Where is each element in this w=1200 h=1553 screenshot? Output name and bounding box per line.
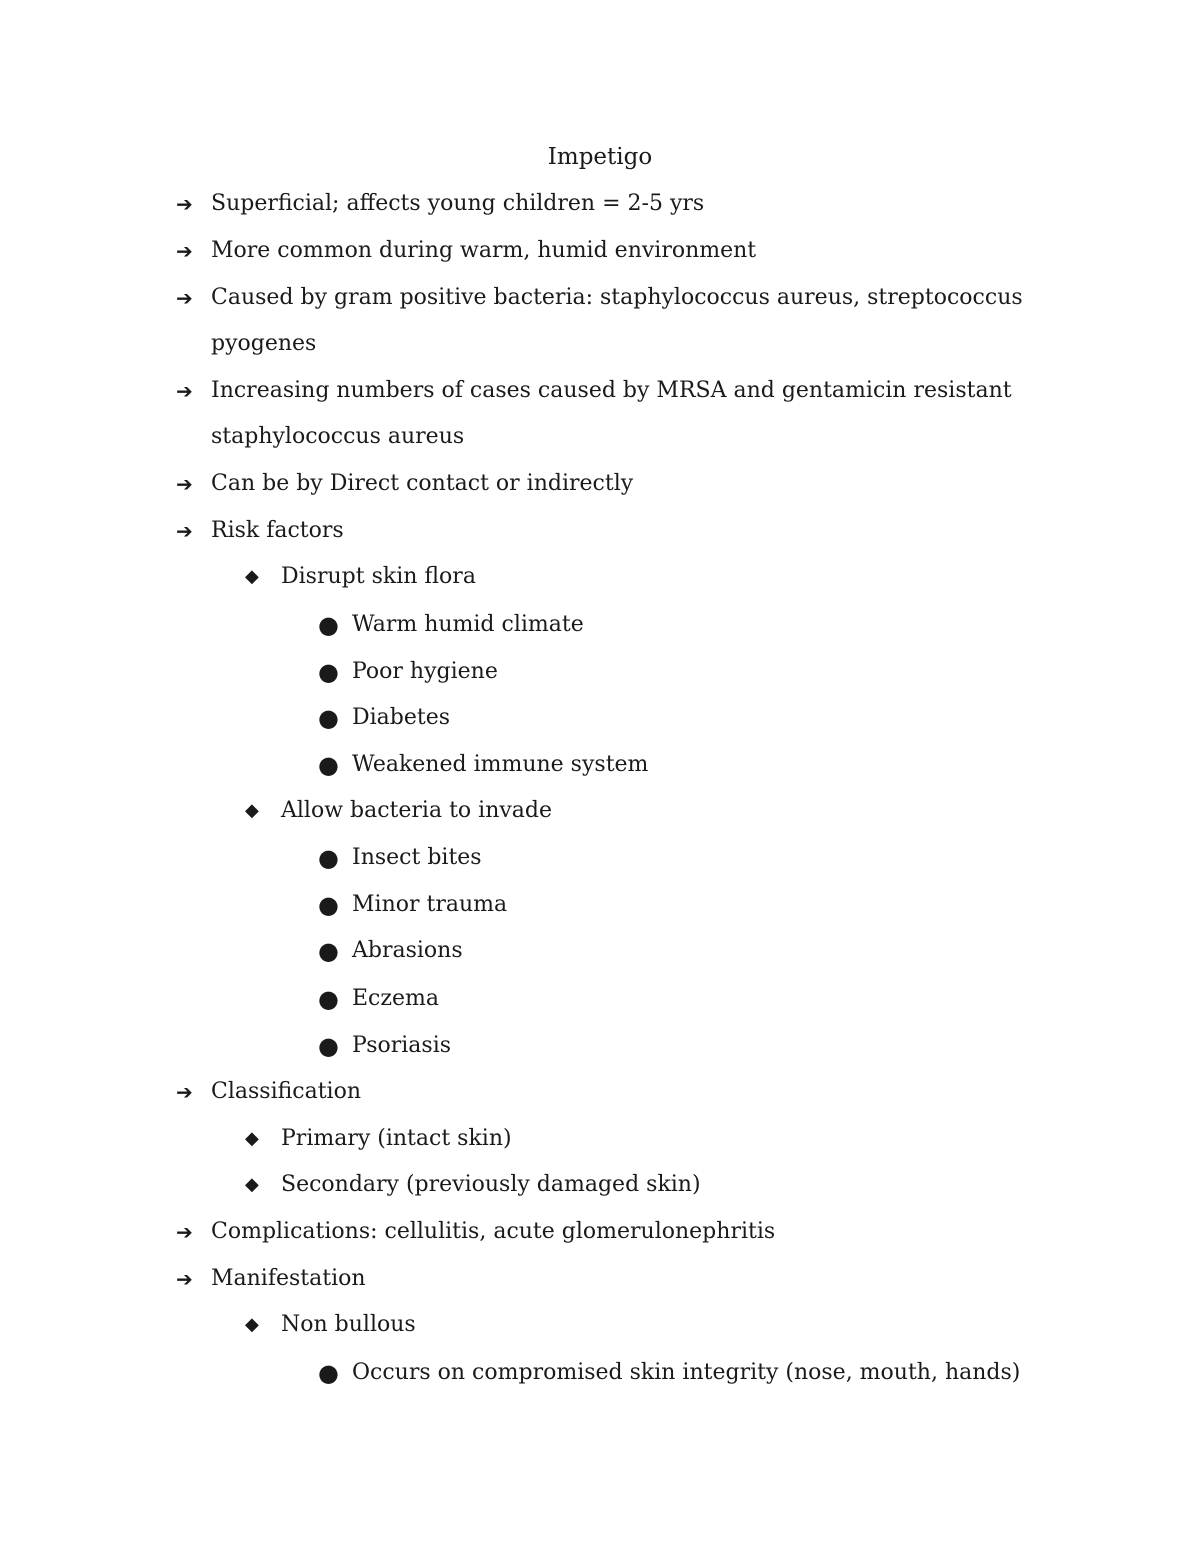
sub-sub-list-item: Abrasions	[352, 938, 463, 963]
list-item-continuation: pyogenes	[211, 331, 317, 356]
sub-sub-list-item: Occurs on compromised skin integrity (nose, mouth, hands)	[352, 1360, 1021, 1385]
sub-list-item: Non bullous	[281, 1312, 416, 1337]
sub-sub-list-item: Weakened immune system	[352, 752, 649, 777]
sub-sub-list-item: Warm humid climate	[352, 612, 584, 637]
diamond-bullet-icon: ◆	[245, 566, 259, 587]
sub-sub-list-item: Minor trauma	[352, 892, 508, 917]
list-item: Can be by Direct contact or indirectly	[211, 471, 634, 496]
document-title: Impetigo	[547, 144, 653, 170]
dot-bullet-icon: ●	[318, 891, 339, 919]
arrow-bullet-icon: ➔	[176, 472, 193, 496]
list-item: Complications: cellulitis, acute glomerulonephritis	[211, 1219, 776, 1244]
diamond-bullet-icon: ◆	[245, 1174, 259, 1195]
diamond-bullet-icon: ◆	[245, 1128, 259, 1149]
dot-bullet-icon: ●	[318, 704, 339, 732]
arrow-bullet-icon: ➔	[176, 1080, 193, 1104]
arrow-bullet-icon: ➔	[176, 1267, 193, 1291]
sub-list-item: Allow bacteria to invade	[281, 798, 553, 823]
arrow-bullet-icon: ➔	[176, 519, 193, 543]
sub-sub-list-item: Psoriasis	[352, 1033, 452, 1058]
sub-list-item: Secondary (previously damaged skin)	[281, 1172, 701, 1197]
sub-sub-list-item: Diabetes	[352, 705, 451, 730]
dot-bullet-icon: ●	[318, 1359, 339, 1387]
dot-bullet-icon: ●	[318, 1032, 339, 1060]
list-item: Classification	[211, 1079, 362, 1104]
dot-bullet-icon: ●	[318, 611, 339, 639]
list-item: Caused by gram positive bacteria: staphylococcus aureus, streptococcus	[211, 285, 1023, 310]
dot-bullet-icon: ●	[318, 985, 339, 1013]
list-item: Superficial; affects young children = 2-5 yrs	[211, 191, 705, 216]
list-item: Risk factors	[211, 518, 344, 543]
list-item: Increasing numbers of cases caused by MRSA and gentamicin resistant	[211, 378, 1012, 403]
diamond-bullet-icon: ◆	[245, 1314, 259, 1335]
arrow-bullet-icon: ➔	[176, 239, 193, 263]
arrow-bullet-icon: ➔	[176, 192, 193, 216]
sub-list-item: Disrupt skin flora	[281, 564, 476, 589]
dot-bullet-icon: ●	[318, 751, 339, 779]
sub-list-item: Primary (intact skin)	[281, 1126, 512, 1151]
dot-bullet-icon: ●	[318, 844, 339, 872]
sub-sub-list-item: Eczema	[352, 986, 439, 1011]
sub-sub-list-item: Insect bites	[352, 845, 482, 870]
arrow-bullet-icon: ➔	[176, 1220, 193, 1244]
arrow-bullet-icon: ➔	[176, 379, 193, 403]
diamond-bullet-icon: ◆	[245, 800, 259, 821]
list-item: Manifestation	[211, 1266, 366, 1291]
dot-bullet-icon: ●	[318, 937, 339, 965]
list-item-continuation: staphylococcus aureus	[211, 424, 465, 449]
dot-bullet-icon: ●	[318, 658, 339, 686]
sub-sub-list-item: Poor hygiene	[352, 659, 498, 684]
list-item: More common during warm, humid environment	[211, 238, 757, 263]
arrow-bullet-icon: ➔	[176, 286, 193, 310]
